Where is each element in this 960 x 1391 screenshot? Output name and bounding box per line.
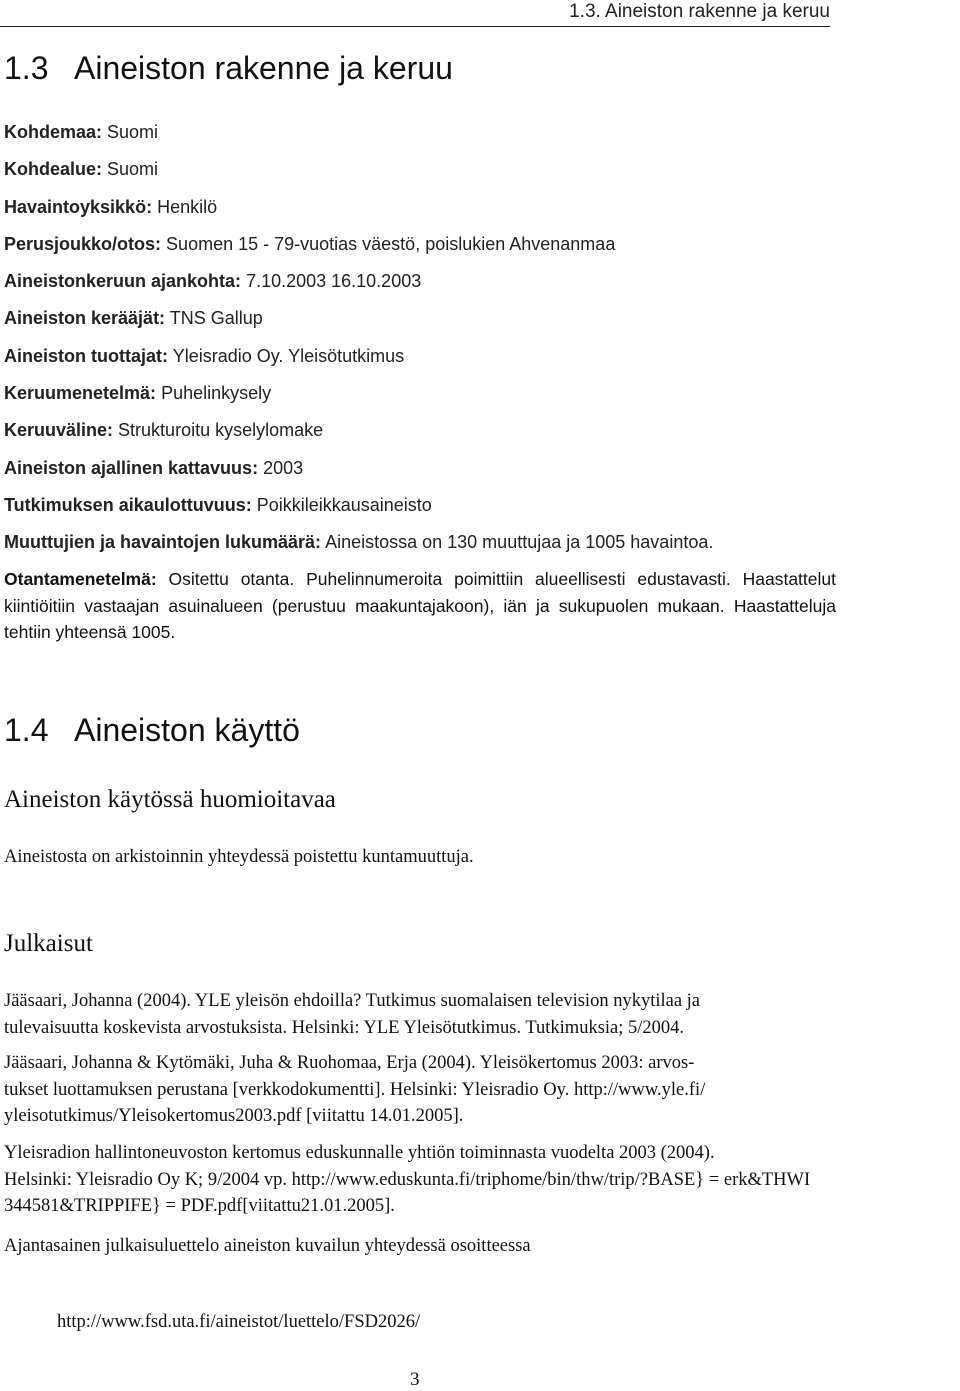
metadata-row-collectors xyxy=(4,304,834,341)
metadata-label: Kohdealue: xyxy=(4,159,103,180)
metadata-row-target-country xyxy=(4,118,834,155)
metadata-row-temporal-coverage xyxy=(4,454,834,491)
header-rule xyxy=(0,26,830,27)
metadata-row-observation-unit xyxy=(4,193,834,230)
sampling-paragraph xyxy=(4,566,836,646)
metadata-label: Keruumenetelmä: xyxy=(4,383,157,404)
metadata-value: Poikkileikkausaineisto xyxy=(256,494,432,515)
reference-line: Jääsaari, Johanna (2004). YLE yleisön ehdoilla? Tutkimus suomalaisen television nykytilaa ja xyxy=(4,991,701,1011)
metadata-row-population xyxy=(4,230,834,267)
sampling-label: Otantamenetelmä: xyxy=(4,569,157,589)
metadata-value: TNS Gallup xyxy=(169,308,263,329)
metadata-list xyxy=(4,118,834,566)
metadata-value: 2003 xyxy=(263,457,304,478)
metadata-label: Aineiston kerääjät: xyxy=(4,308,166,329)
metadata-value: Yleisradio Oy. Yleisötutkimus xyxy=(172,345,405,366)
metadata-label: Kohdemaa: xyxy=(4,122,103,142)
reference-line: Jääsaari, Johanna & Kytömäki, Juha & Ruohomaa, Erja (2004). Yleisökertomus 2003: arvos- xyxy=(4,1053,695,1073)
metadata-row-collection-instrument xyxy=(4,416,834,453)
usage-notes-heading: Aineiston käytössä huomioitavaa xyxy=(4,786,336,813)
metadata-label: Muuttujien ja havaintojen lukumäärä: xyxy=(4,532,322,553)
section-number: 1.3 xyxy=(4,50,49,86)
publication-reference xyxy=(4,1140,960,1220)
metadata-value: Henkilö xyxy=(157,196,218,217)
publications-heading: Julkaisut xyxy=(4,930,93,957)
metadata-label: Tutkimuksen aikaulottuvuus: xyxy=(4,494,252,515)
metadata-row-collection-period xyxy=(4,267,834,304)
metadata-label: Aineiston tuottajat: xyxy=(4,345,168,366)
section-title-1-3 xyxy=(4,48,453,88)
metadata-value: Puhelinkysely xyxy=(161,383,272,404)
reference-line: yleisotutkimus/Yleisokertomus2003.pdf [viitattu 14.01.2005]. xyxy=(4,1106,464,1126)
metadata-value: Aineistossa on 130 muuttujaa ja 1005 havaintoa. xyxy=(325,532,714,553)
section-title-1-4 xyxy=(4,710,300,750)
publication-reference xyxy=(4,1050,836,1130)
metadata-value: Strukturoitu kyselylomake xyxy=(118,420,324,441)
metadata-row-time-dimension xyxy=(4,491,834,528)
reference-line: 344581&TRIPPIFE} = PDF.pdf[viitattu21.01.2005]. xyxy=(4,1196,395,1216)
metadata-value: Suomi xyxy=(107,159,159,180)
metadata-row-producers xyxy=(4,342,834,379)
section-title-text: Aineiston rakenne ja keruu xyxy=(74,50,453,86)
section-title-text: Aineiston käyttö xyxy=(74,712,300,748)
metadata-value: 7.10.2003 16.10.2003 xyxy=(246,271,422,292)
metadata-row-collection-method xyxy=(4,379,834,416)
metadata-row-variable-count xyxy=(4,528,834,565)
reference-line: tulevaisuutta koskevista arvostuksista. Helsinki: YLE Yleisötutkimus. Tutkimuksia; 5/2004. xyxy=(4,1017,685,1038)
page-number: 3 xyxy=(410,1369,420,1390)
metadata-label: Aineistonkeruun ajankohta: xyxy=(4,271,242,292)
reference-line: Helsinki: Yleisradio Oy K; 9/2004 vp. http://www.eduskunta.fi/triphome/bin/thw/trip/?BASE} = erk&THWI xyxy=(4,1169,811,1190)
catalogue-note: Ajantasainen julkaisuluettelo aineiston kuvailun yhteydessä osoitteessa xyxy=(4,1236,531,1256)
metadata-label: Aineiston ajallinen kattavuus: xyxy=(4,457,259,478)
publication-reference xyxy=(4,988,836,1041)
reference-line: Yleisradion hallintoneuvoston kertomus eduskunnalle yhtiön toiminnasta vuodelta 2003 (2004). xyxy=(4,1143,715,1163)
metadata-label: Havaintoyksikkö: xyxy=(4,196,153,217)
catalogue-url-link[interactable]: http://www.fsd.uta.fi/aineistot/luettelo/FSD2026/ xyxy=(57,1312,421,1332)
usage-notes-text: Aineistosta on arkistoinnin yhteydessä poistettu kuntamuuttuja. xyxy=(4,847,474,867)
metadata-value: Suomen 15 - 79-vuotias väestö, poislukien Ahvenanmaa xyxy=(166,233,616,254)
metadata-label: Keruuväline: xyxy=(4,420,114,441)
metadata-label: Perusjoukko/otos: xyxy=(4,233,162,254)
section-number: 1.4 xyxy=(4,712,49,748)
metadata-value: Suomi xyxy=(107,122,159,142)
running-header: 1.3. Aineiston rakenne ja keruu xyxy=(569,1,830,22)
metadata-row-target-area xyxy=(4,155,834,192)
reference-line: tukset luottamuksen perustana [verkkodokumentti]. Helsinki: Yleisradio Oy. http://www.yle.fi/ xyxy=(4,1079,706,1100)
sampling-text: Ositettu otanta. Puhelinnumeroita poimittiin alueellisesti edustavasti. Haastattelut kiintiöitiin vastaajan asuinalueen (perustuu maakuntajakoon), iän ja sukupuolen mukaan. Haastatteluja tehtiin yhteensä 1005. xyxy=(4,569,836,642)
